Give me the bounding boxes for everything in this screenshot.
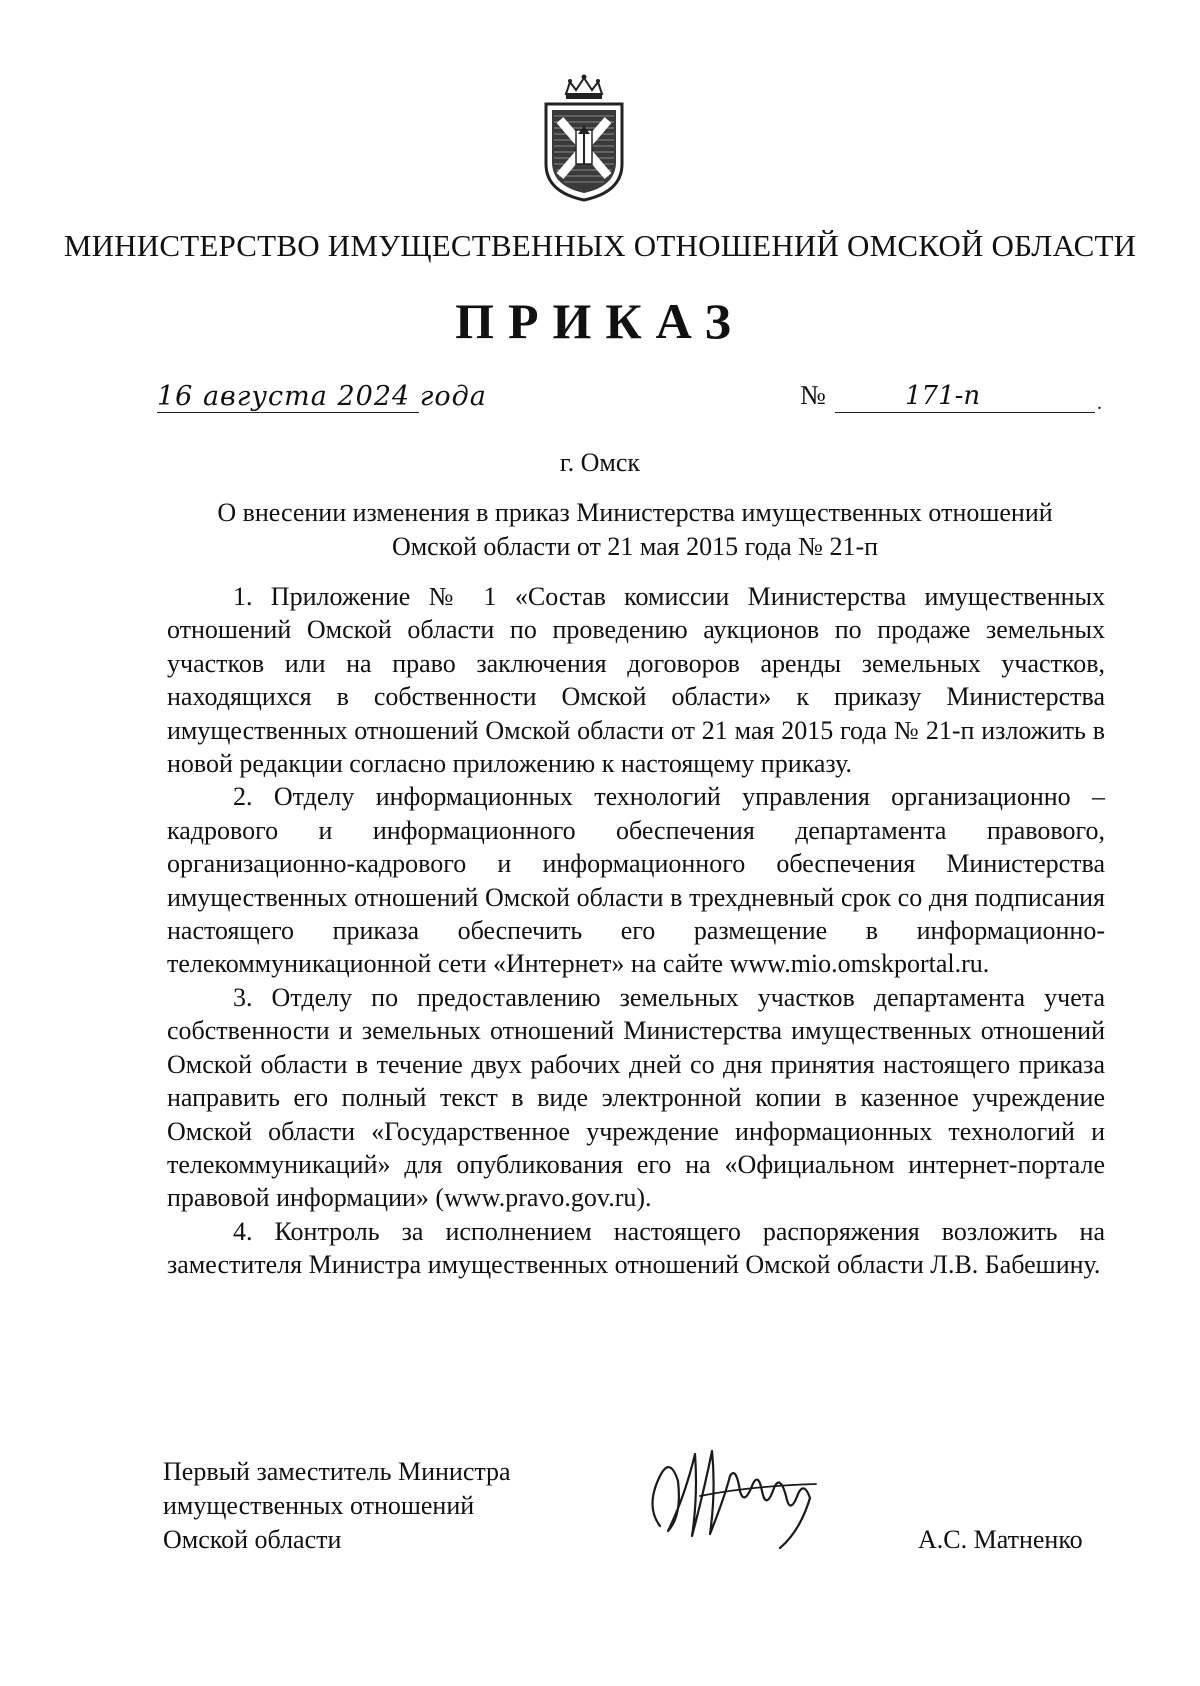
signer-position-line-2: имущественных отношений [163,1491,475,1520]
number-label: № [800,380,826,410]
signer-position-line-1: Первый заместитель Министра [163,1457,511,1486]
document-number: 171-п [905,381,981,411]
paragraph-3: 3. Отделу по предоставлению земельных участков департамента учета собственности и земельных отношений Министерства имущественных отношений Омской области в течение двух рабочих дней со дня принятия настоящего приказа направить его полный текст в виде электронной копии в казенное учреждение Омской области «Государственное учреждение информационных технологий и телекоммуникаций» для опубликования его на «Официальном интернет-портале правовой информации» (www.pravo.gov.ru). [167,982,1105,1213]
subject-line-2: Омской области от 21 мая 2015 года № 21-п [391,532,879,561]
signer-name: А.С. Матненко [918,1525,1083,1554]
document-title: ПРИКАЗ [455,293,745,349]
handwritten-signature [640,1436,840,1556]
signer-position [163,1455,511,1557]
coat-of-arms-emblem [538,72,630,202]
document-date: 16 августа 2024 года [157,381,487,412]
paragraph-2: 2. Отделу информационных технологий управления организационно – кадрового и информационного обеспечения департамента правового, организационно-кадрового и информационного обеспечения Министерства имущественных отношений Омской области в трехдневный срок со дня подписания настоящего приказа обеспечить его размещение в информационно-телекоммуникационной сети «Интернет» на сайте www.mio.omskportal.ru. [167,782,1105,979]
city: г. Омск [559,448,641,477]
subject-line-1: О внесении изменения в приказ Министерства имущественных отношений [217,498,1053,527]
paragraph-1: 1. Приложение № 1 «Состав комиссии Министерства имущественных отношений Омской области по проведению аукционов по продаже земельных участков или на право заключения договоров аренды земельных участков, находящихся в собственности Омской области» к приказу Министерства имущественных отношений Омской области от 21 мая 2015 года № 21-п изложить в новой редакции согласно приложению к настоящему приказу. [167,582,1105,779]
date-underline [157,412,419,413]
number-underline [835,412,1095,413]
signer-position-line-3: Омской области [163,1525,342,1554]
document-body [167,580,1105,1282]
ministry-name: МИНИСТЕРСТВО ИМУЩЕСТВЕННЫХ ОТНОШЕНИЙ ОМСКОЙ ОБЛАСТИ [63,228,1137,263]
paragraph-4: 4. Контроль за исполнением настоящего распоряжения возложить на заместителя Министра имущественных отношений Омской области Л.В. Бабешину. [167,1216,1105,1280]
number-end-dot: . [1097,392,1102,414]
document-subject [170,496,1100,564]
